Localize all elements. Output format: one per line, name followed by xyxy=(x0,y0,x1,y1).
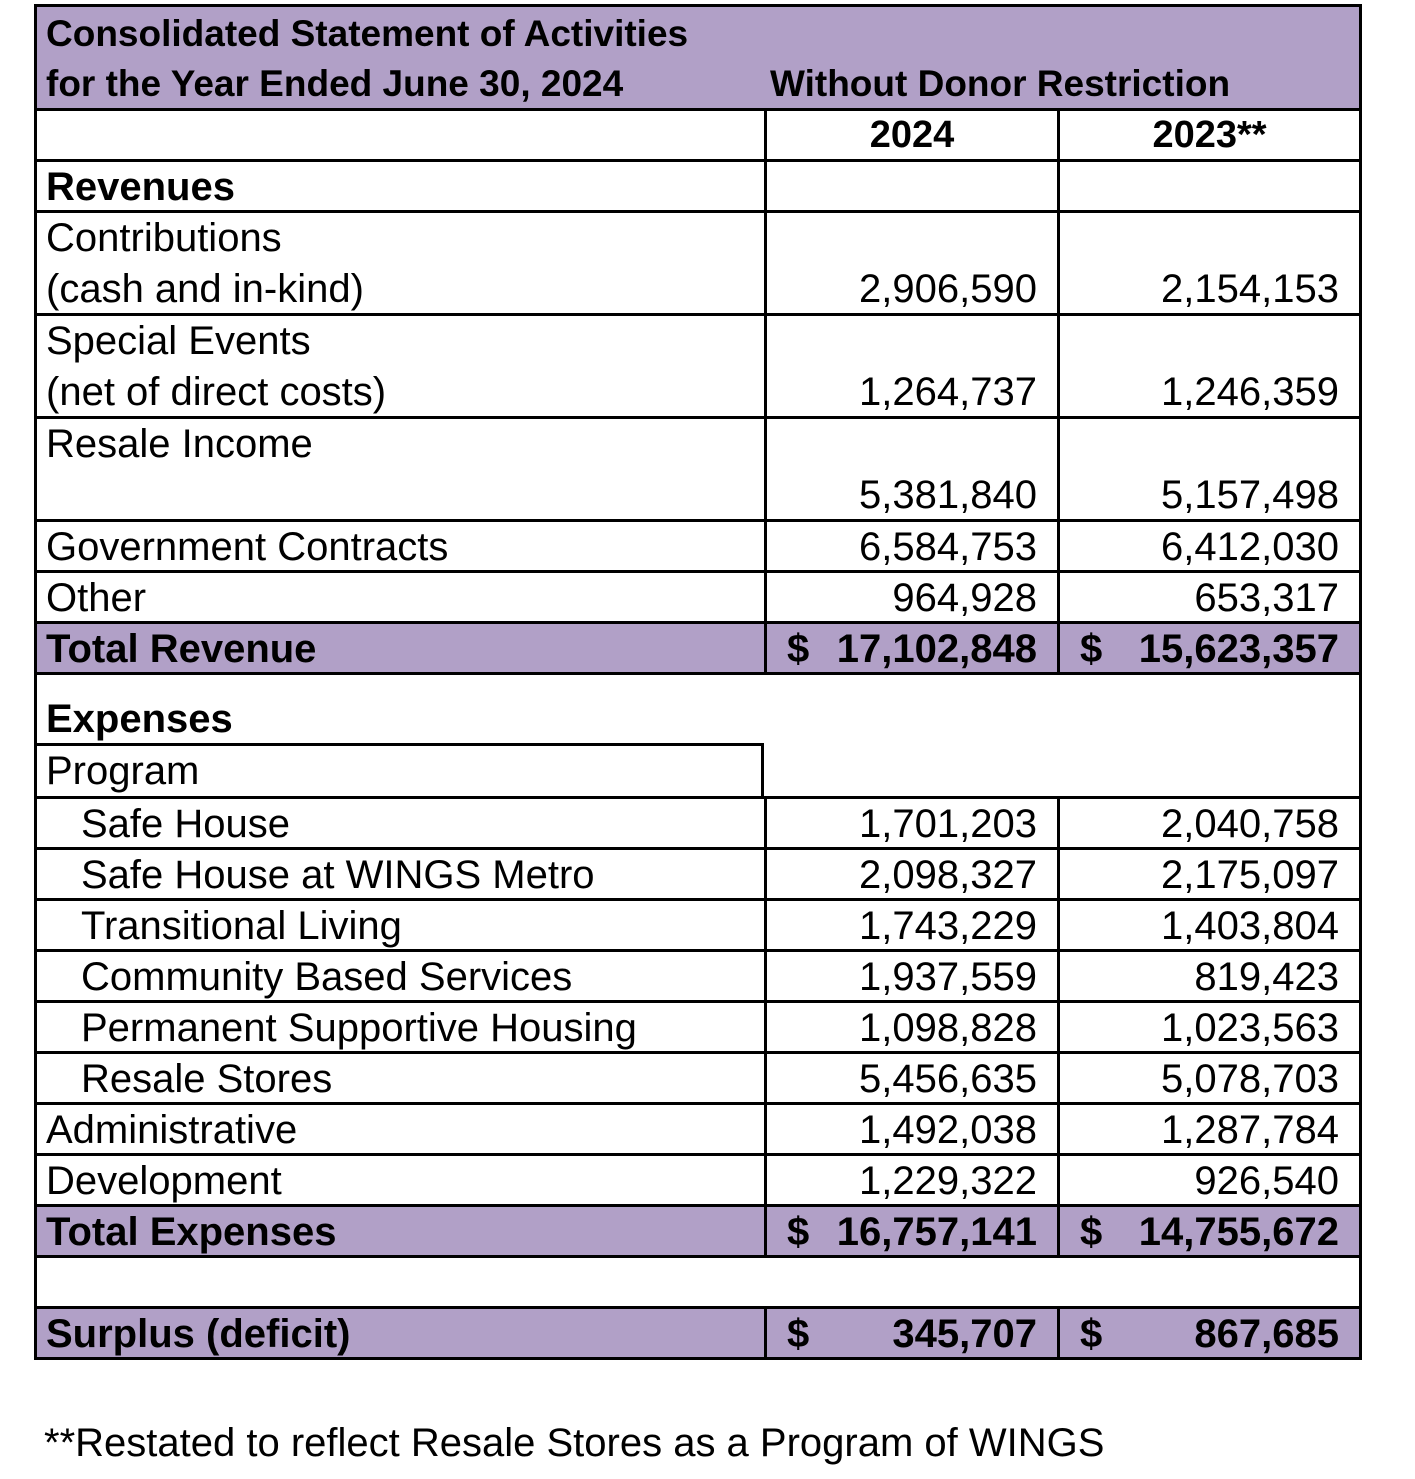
contributions-2024: 2,906,590 xyxy=(859,267,1037,311)
table-row xyxy=(34,519,1362,570)
program-item-2023: 2,040,758 xyxy=(1161,802,1339,846)
program-item-label: Safe House at WINGS Metro xyxy=(81,853,595,897)
total-revenue-2023-currency: $ xyxy=(1080,627,1103,671)
special-events-label-line1: Special Events xyxy=(46,319,311,363)
government-contracts-label: Government Contracts xyxy=(46,525,449,569)
total-expenses-row xyxy=(34,1204,1362,1255)
program-item-2023: 1,403,804 xyxy=(1161,904,1339,948)
other-2024: 964,928 xyxy=(892,576,1037,620)
total-expenses-2023-currency: $ xyxy=(1080,1210,1103,1254)
development-label: Development xyxy=(46,1159,282,1203)
table-row xyxy=(34,313,1362,416)
program-item-2023: 2,175,097 xyxy=(1161,853,1339,897)
program-item-2023: 5,078,703 xyxy=(1161,1057,1339,1101)
expenses-heading-block xyxy=(34,672,1362,796)
surplus-row xyxy=(34,1306,1362,1360)
government-contracts-2023: 6,412,030 xyxy=(1161,525,1339,569)
program-item-label: Permanent Supportive Housing xyxy=(81,1006,637,1050)
footnote: **Restated to reflect Resale Stores as a Program of WINGS xyxy=(44,1421,1105,1465)
table-row xyxy=(34,1102,1362,1153)
revenues-heading: Revenues xyxy=(46,165,235,209)
development-2023: 926,540 xyxy=(1194,1159,1339,1203)
surplus-2023: 867,685 xyxy=(1194,1312,1339,1356)
special-events-label-line2: (net of direct costs) xyxy=(46,370,387,414)
other-label: Other xyxy=(46,576,147,620)
revenues-heading-row xyxy=(34,159,1362,210)
total-expenses-2024-currency: $ xyxy=(787,1210,810,1254)
administrative-2023: 1,287,784 xyxy=(1161,1108,1339,1152)
program-items xyxy=(34,796,1362,1102)
table-row xyxy=(34,1000,1362,1051)
contributions-label-line2: (cash and in-kind) xyxy=(46,267,364,311)
statement-table xyxy=(34,4,1362,1360)
administrative-label: Administrative xyxy=(46,1108,298,1152)
program-item-2024: 1,098,828 xyxy=(859,1006,1037,1050)
table-row xyxy=(34,1051,1362,1102)
expenses-heading: Expenses xyxy=(46,697,233,741)
table-row xyxy=(34,898,1362,949)
blank-spacer-row xyxy=(34,1255,1362,1306)
column-2023-label: 2023** xyxy=(1152,114,1267,156)
total-revenue-2023: 15,623,357 xyxy=(1138,627,1339,671)
title-header-row xyxy=(34,4,1362,108)
surplus-label: Surplus (deficit) xyxy=(46,1312,351,1356)
resale-income-2024: 5,381,840 xyxy=(859,473,1037,517)
program-heading-cell xyxy=(37,743,764,799)
special-events-2023: 1,246,359 xyxy=(1161,370,1339,414)
program-item-2023: 819,423 xyxy=(1194,955,1339,999)
total-revenue-label: Total Revenue xyxy=(46,627,317,671)
total-expenses-2023: 14,755,672 xyxy=(1138,1210,1339,1254)
program-item-label: Resale Stores xyxy=(81,1057,333,1101)
statement-title-line1: Consolidated Statement of Activities xyxy=(46,13,689,54)
total-expenses-2024: 16,757,141 xyxy=(836,1210,1037,1254)
program-item-2024: 2,098,327 xyxy=(859,853,1037,897)
government-contracts-2024: 6,584,753 xyxy=(859,525,1037,569)
year-header-row xyxy=(34,108,1362,159)
table-row xyxy=(34,949,1362,1000)
program-item-label: Community Based Services xyxy=(81,955,573,999)
total-revenue-row xyxy=(34,621,1362,672)
total-revenue-2024: 17,102,848 xyxy=(836,627,1037,671)
program-item-label: Safe House xyxy=(81,802,291,846)
total-revenue-2024-currency: $ xyxy=(787,627,810,671)
resale-income-label: Resale Income xyxy=(46,422,313,466)
table-row xyxy=(34,796,1362,847)
surplus-2023-currency: $ xyxy=(1080,1312,1103,1356)
program-heading: Program xyxy=(46,749,200,793)
program-item-2024: 1,743,229 xyxy=(859,904,1037,948)
group-column-header: Without Donor Restriction xyxy=(770,63,1231,104)
administrative-2024: 1,492,038 xyxy=(859,1108,1037,1152)
resale-income-2023: 5,157,498 xyxy=(1161,473,1339,517)
statement-title-line2: for the Year Ended June 30, 2024 xyxy=(46,63,624,104)
surplus-2024: 345,707 xyxy=(892,1312,1037,1356)
program-item-2023: 1,023,563 xyxy=(1161,1006,1339,1050)
empty-header-cell xyxy=(37,111,764,159)
column-header-2024 xyxy=(764,111,1057,159)
contributions-label-line1: Contributions xyxy=(46,216,282,260)
column-header-2023 xyxy=(1057,111,1359,159)
surplus-2024-currency: $ xyxy=(787,1312,810,1356)
table-row xyxy=(34,210,1362,313)
program-item-2024: 5,456,635 xyxy=(859,1057,1037,1101)
table-row xyxy=(34,416,1362,519)
program-item-2024: 1,937,559 xyxy=(859,955,1037,999)
program-item-2024: 1,701,203 xyxy=(859,802,1037,846)
development-2024: 1,229,322 xyxy=(859,1159,1037,1203)
table-row xyxy=(34,1153,1362,1204)
table-row xyxy=(34,847,1362,898)
special-events-2024: 1,264,737 xyxy=(859,370,1037,414)
total-expenses-label: Total Expenses xyxy=(46,1210,337,1254)
contributions-2023: 2,154,153 xyxy=(1161,267,1339,311)
column-2024-label: 2024 xyxy=(869,114,955,156)
table-row xyxy=(34,570,1362,621)
program-item-label: Transitional Living xyxy=(81,904,402,948)
other-2023: 653,317 xyxy=(1194,576,1339,620)
